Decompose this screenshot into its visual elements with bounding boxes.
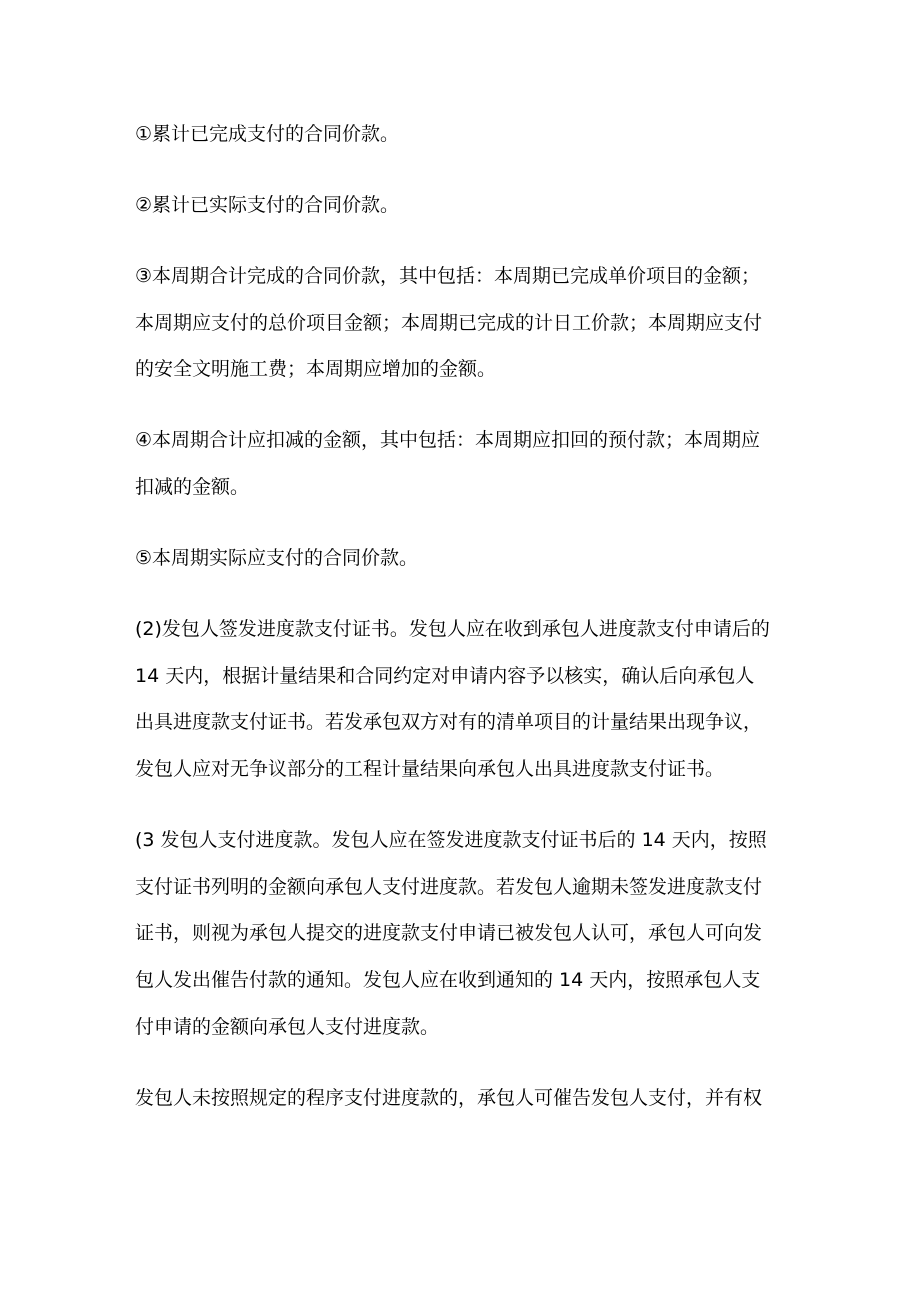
text-line: 本周期应支付的总价项目金额；本周期已完成的计日工价款；本周期应支付 xyxy=(135,312,763,334)
text-line: ②累计已实际支付的合同价款。 xyxy=(135,194,400,216)
text-line: (3 发包人支付进度款。发包人应在签发进度款支付证书后的 14 天内，按照 xyxy=(135,829,767,851)
text-line: ①累计已完成支付的合同价款。 xyxy=(135,123,400,145)
text-line: 出具进度款支付证书。若发承包双方对有的清单项目的计量结果出现争议， xyxy=(135,711,763,733)
text-line: 支付证书列明的金额向承包人支付进度款。若发包人逾期未签发进度款支付 xyxy=(135,876,763,898)
text-line: 发包人应对无争议部分的工程计量结果向承包人出具进度款支付证书。 xyxy=(135,758,725,780)
text-line: 付申请的金额向承包人支付进度款。 xyxy=(135,1016,440,1038)
text-line: ④本周期合计应扣减的金额，其中包括：本周期应扣回的预付款；本周期应 xyxy=(135,429,761,451)
text-line: 扣减的金额。 xyxy=(135,476,250,498)
text-line: ③本周期合计完成的合同价款，其中包括：本周期已完成单价项目的金额； xyxy=(135,265,761,287)
text-line: 的安全文明施工费；本周期应增加的金额。 xyxy=(135,358,497,380)
text-line: 包人发出催告付款的通知。发包人应在收到通知的 14 天内，按照承包人支 xyxy=(135,969,761,991)
text-line: 证书，则视为承包人提交的进度款支付申请已被发包人认可，承包人可向发 xyxy=(135,922,763,944)
text-line: 发包人未按照规定的程序支付进度款的，承包人可催告发包人支付，并有权 xyxy=(135,1087,763,1109)
text-line: 14 天内，根据计量结果和合同约定对申请内容予以核实，确认后向承包人 xyxy=(135,665,755,687)
text-line: ⑤本周期实际应支付的合同价款。 xyxy=(135,547,419,569)
text-line: (2)发包人签发进度款支付证书。发包人应在收到承包人进度款支付申请后的 xyxy=(135,618,770,640)
